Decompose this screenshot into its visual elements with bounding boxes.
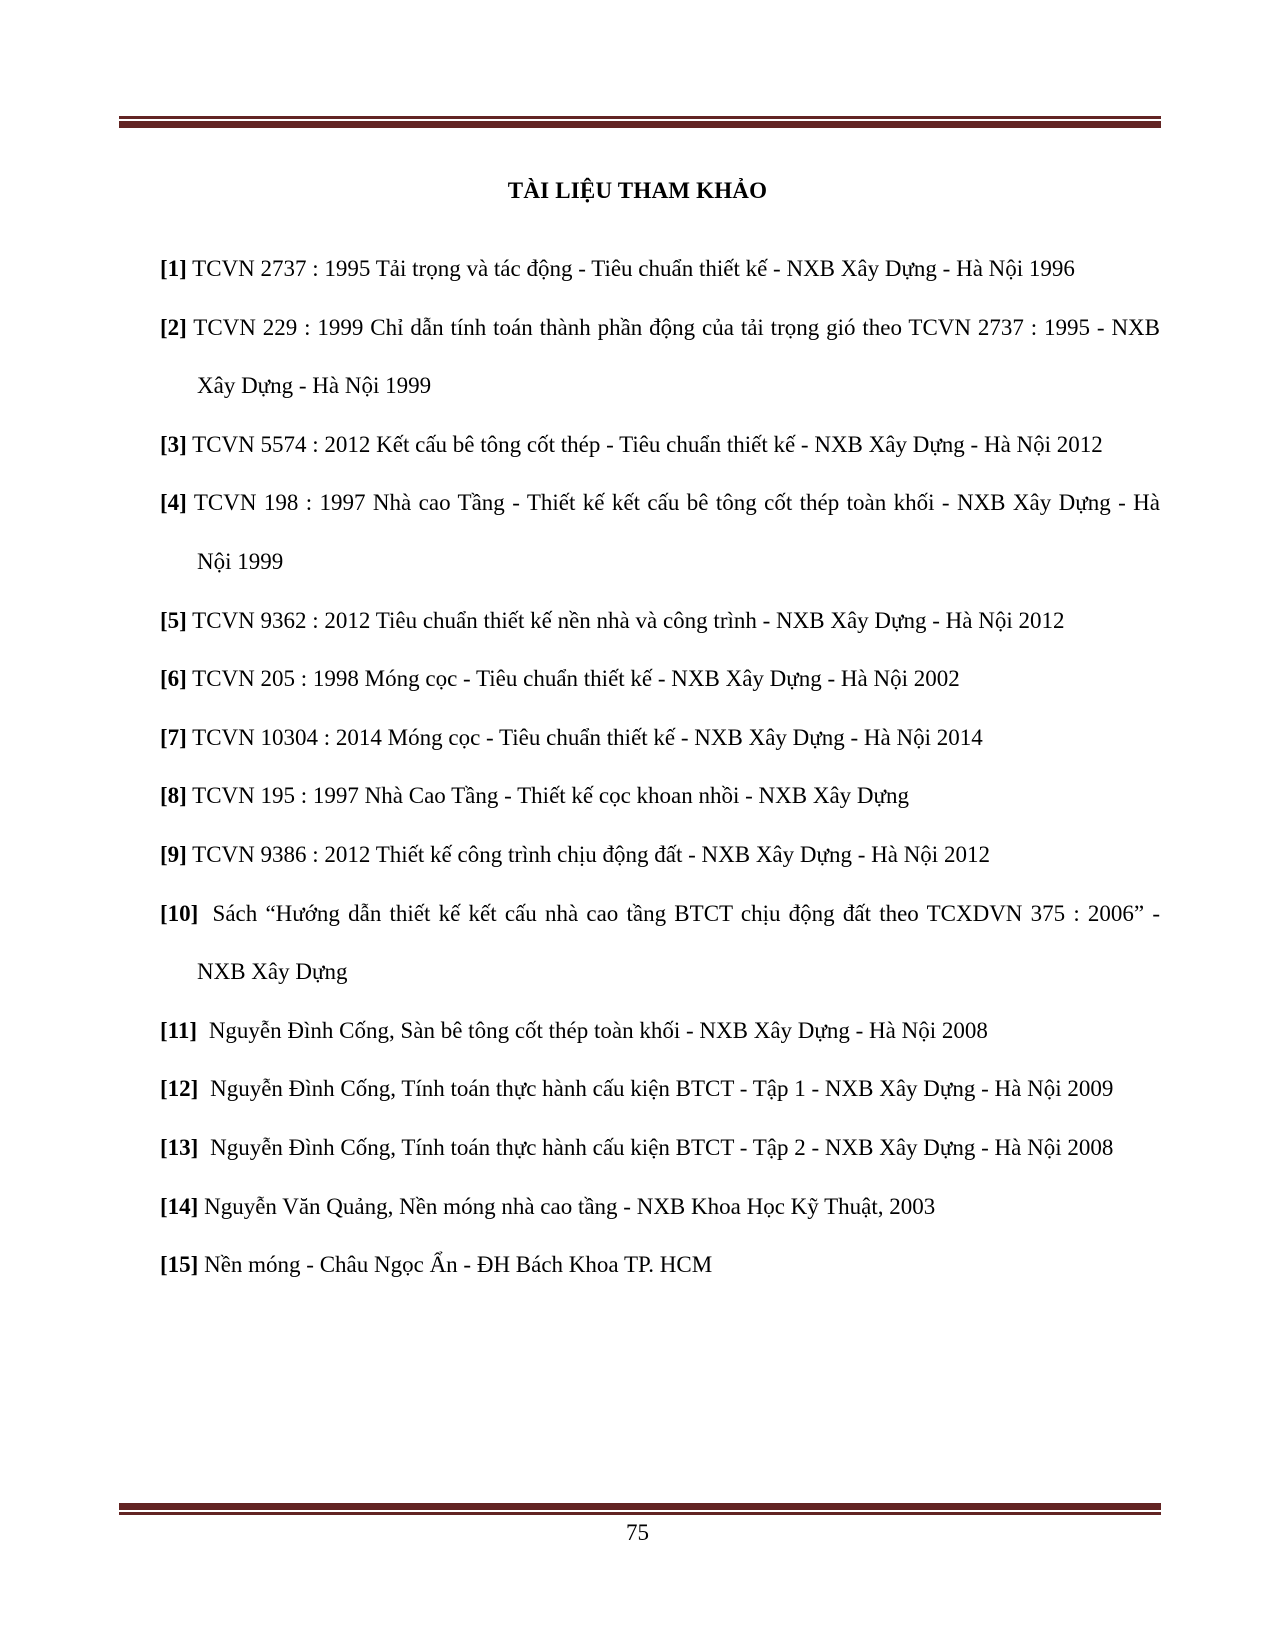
page-title: TÀI LIỆU THAM KHẢO	[507, 178, 768, 203]
reference-text: TCVN 205 : 1998 Móng cọc - Tiêu chuẩn thiết kế - NXB Xây Dựng - Hà Nội 2002	[192, 666, 960, 692]
reference-item-9	[160, 826, 1160, 885]
reference-item-4	[160, 474, 1160, 591]
reference-number: [7]	[160, 724, 187, 750]
reference-number: [1]	[160, 256, 187, 281]
reference-text: TCVN 2737 : 1995 Tải trọng và tác động - Tiêu chuẩn thiết kế - NXB Xây Dựng - Hà Nội 1996	[192, 256, 1075, 281]
header-rule	[119, 116, 1161, 128]
reference-item-14	[160, 1178, 1160, 1237]
reference-item-8	[160, 767, 1160, 826]
reference-number: [5]	[160, 607, 187, 633]
reference-item-1	[160, 240, 1160, 299]
header-rule-thick	[119, 121, 1161, 128]
reference-text: TCVN 10304 : 2014 Móng cọc - Tiêu chuẩn thiết kế - NXB Xây Dựng - Hà Nội 2014	[192, 724, 983, 750]
reference-number: [14]	[160, 1193, 199, 1219]
reference-number: [2]	[160, 314, 187, 340]
reference-item-11	[160, 1002, 1160, 1061]
reference-text: TCVN 198 : 1997 Nhà cao Tầng - Thiết kế kết cấu bê tông cốt thép toàn khối - NXB Xây Dựng - Hà Nội 1999	[193, 490, 1160, 574]
reference-item-12	[160, 1060, 1160, 1119]
reference-list	[160, 240, 1160, 1295]
reference-number: [4]	[160, 490, 187, 516]
footer-rule	[119, 1503, 1161, 1515]
reference-item-3	[160, 416, 1160, 475]
reference-text: TCVN 5574 : 2012 Kết cấu bê tông cốt thép - Tiêu chuẩn thiết kế - NXB Xây Dựng - Hà Nội 2012	[192, 431, 1103, 457]
reference-item-7	[160, 709, 1160, 768]
reference-text: TCVN 9386 : 2012 Thiết kế công trình chịu động đất - NXB Xây Dựng - Hà Nội 2012	[192, 841, 990, 867]
reference-text: TCVN 195 : 1997 Nhà Cao Tầng - Thiết kế cọc khoan nhồi - NXB Xây Dựng	[192, 783, 910, 809]
reference-item-15	[160, 1236, 1160, 1295]
footer-rule-thin	[119, 1512, 1161, 1515]
reference-item-2	[160, 299, 1160, 416]
reference-text: TCVN 9362 : 2012 Tiêu chuẩn thiết kế nền nhà và công trình - NXB Xây Dựng - Hà Nội 2012	[192, 607, 1065, 633]
reference-text: Nguyễn Đình Cống, Tính toán thực hành cấu kiện BTCT - Tập 1 - NXB Xây Dựng - Hà Nội 2009	[210, 1076, 1114, 1102]
reference-number: [15]	[160, 1252, 199, 1278]
reference-number: [11]	[160, 1017, 198, 1043]
reference-number: [9]	[160, 841, 187, 867]
reference-number: [10]	[160, 900, 199, 926]
reference-number: [6]	[160, 666, 187, 692]
reference-item-10	[160, 885, 1160, 1002]
reference-text: Nguyễn Văn Quảng, Nền móng nhà cao tầng - NXB Khoa Học Kỹ Thuật, 2003	[204, 1193, 936, 1219]
reference-item-13	[160, 1119, 1160, 1178]
reference-number: [3]	[160, 431, 187, 457]
reference-text: Nguyễn Đình Cống, Sàn bê tông cốt thép toàn khối - NXB Xây Dựng - Hà Nội 2008	[208, 1017, 988, 1043]
reference-item-6	[160, 650, 1160, 709]
reference-number: [13]	[160, 1134, 199, 1160]
reference-number: [12]	[160, 1076, 199, 1102]
reference-number: [8]	[160, 783, 187, 809]
reference-text: Nguyễn Đình Cống, Tính toán thực hành cấu kiện BTCT - Tập 2 - NXB Xây Dựng - Hà Nội 2008	[210, 1134, 1114, 1160]
reference-text: TCVN 229 : 1999 Chỉ dẫn tính toán thành phần động của tải trọng gió theo TCVN 2737 : 1995 - NXB Xây Dựng - Hà Nội 1999	[193, 314, 1161, 399]
reference-text: Sách “Hướng dẫn thiết kế kết cấu nhà cao tầng BTCT chịu động đất theo TCXDVN 375 : 2006” - NXB Xây Dựng	[197, 900, 1161, 985]
page-number: 75	[626, 1520, 649, 1545]
reference-text: Nền móng - Châu Ngọc Ẩn - ĐH Bách Khoa TP. HCM	[204, 1252, 713, 1278]
footer-rule-thick	[119, 1503, 1161, 1510]
reference-item-5	[160, 592, 1160, 651]
